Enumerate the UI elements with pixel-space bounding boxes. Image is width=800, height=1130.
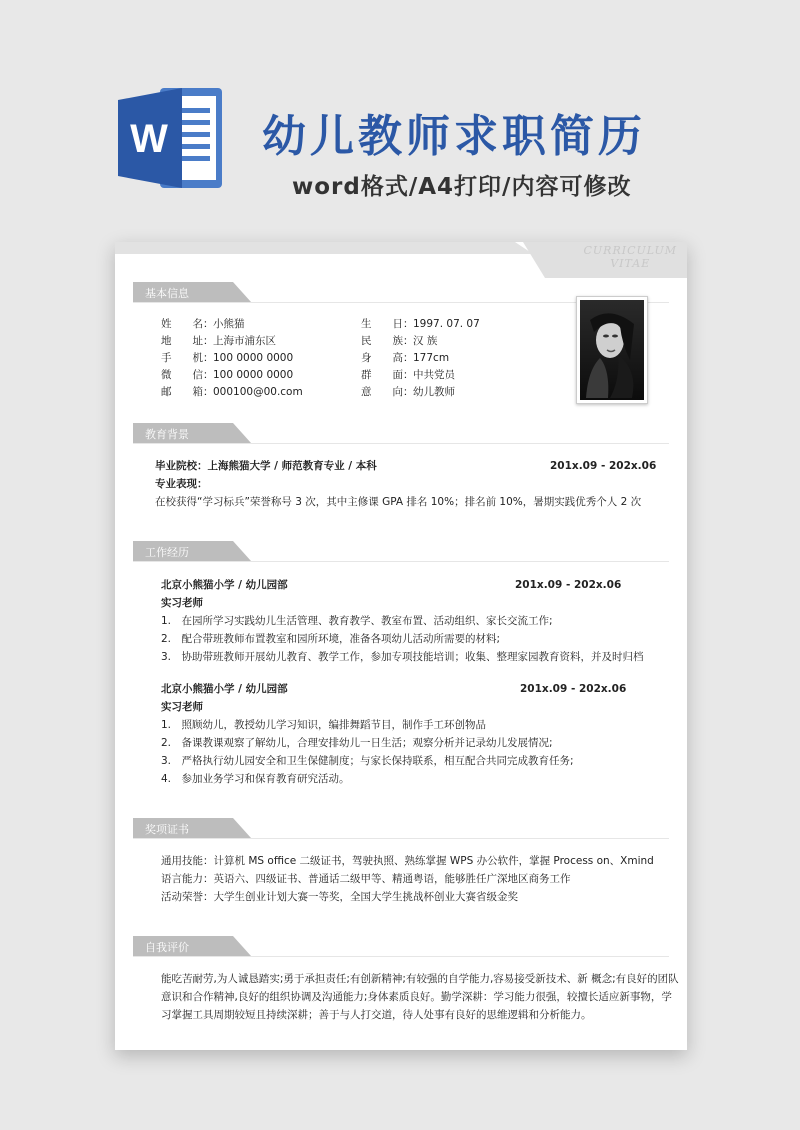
work-org: 北京小熊猫小学 / 幼儿园部 [161,683,288,695]
work-period: 201x.09 - 202x.06 [520,683,627,695]
award-line: 语言能力：英语六、四级证书、普通话二级甲等、精通粤语，能够胜任广深地区商务工作 [161,873,571,885]
info-phone: 手 机：100 0000 0000 [161,352,294,364]
self-eval-line: 能吃苦耐劳,为人诚恳踏实;勇于承担责任;有创新精神;有较强的自学能力,容易接受新技术、新 概念;有良好的团队 [161,973,679,985]
info-political: 群 面：中共党员 [361,369,455,381]
section-awards: 奖项证书 [133,818,253,838]
divider [133,443,669,444]
divider [133,561,669,562]
self-eval-line: 意识和合作精神,良好的组织协调及沟通能力;身体素质良好。勤学深耕：学习能力很强，较擅长适应新事物，学 [161,991,672,1003]
self-eval-line: 习掌握工具周期较短且持续深耕；善于与人打交道，待人处事有良好的思维逻辑和分析能力。 [161,1009,592,1021]
work-role: 实习老师 [161,597,203,609]
info-birthday: 生 日：1997. 07. 07 [361,318,480,330]
profile-photo [576,296,648,404]
work-period: 201x.09 - 202x.06 [515,579,622,591]
award-line: 通用技能：计算机 MS office 二级证书，驾驶执照、熟练掌握 WPS 办公软件，掌握 Process on、Xmind [161,855,654,867]
edu-school: 毕业院校：上海熊猫大学 / 师范教育专业 / 本科 [155,460,377,472]
info-height: 身 高：177cm [361,352,450,364]
award-line: 活动荣誉：大学生创业计划大赛一等奖，全国大学生挑战杯创业大赛省级金奖 [161,891,518,903]
section-basic: 基本信息 [133,282,253,302]
work-item: 3. 严格执行幼儿园安全和卫生保健制度；与家长保持联系，相互配合共同完成教育任务; [161,755,574,767]
info-name: 姓 名：小熊猫 [161,318,245,330]
divider [133,956,669,957]
work-item: 1. 在园所学习实践幼儿生活管理、教育教学、教室布置、活动组织、家长交流工作; [161,615,553,627]
work-item: 1. 照顾幼儿，教授幼儿学习知识，编排舞蹈节目，制作手工环创物品 [161,719,487,731]
section-self: 自我评价 [133,936,253,956]
section-education: 教育背景 [133,423,253,443]
work-role: 实习老师 [161,701,203,713]
section-work: 工作经历 [133,541,253,561]
resume-sheet [115,242,687,1050]
info-email: 邮 箱：000100@00.com [161,386,303,398]
work-item: 3. 协助带班教师开展幼儿教育、教学工作，参加专项技能培训；收集、整理家园教育资料，并及时归档 [161,651,644,663]
page-title: 幼儿教师求职简历 [262,111,646,162]
cv-watermark: CURRICULUM VITAE [583,244,677,270]
logo-letter: W [130,117,168,161]
info-intention: 意 向：幼儿教师 [361,386,455,398]
work-org: 北京小熊猫小学 / 幼儿园部 [161,579,288,591]
edu-period: 201x.09 - 202x.06 [550,460,657,472]
word-logo-icon [118,84,226,192]
info-ethnicity: 民 族：汉 族 [361,335,438,347]
info-wechat: 微 信：100 0000 0000 [161,369,294,381]
top-band [115,242,687,278]
edu-perf-text: 在校获得“学习标兵”荣誉称号 3 次，其中主修课 GPA 排名 10%；排名前 10%，暑期实践优秀个人 2 次 [155,496,642,508]
info-address: 地 址：上海市浦东区 [161,335,276,347]
work-item: 2. 备课教课观察了解幼儿，合理安排幼儿一日生活；观察分析并记录幼儿发展情况; [161,737,553,749]
work-item: 2. 配合带班教师布置教室和园所环境，准备各项幼儿活动所需要的材料; [161,633,501,645]
page-subtitle: word格式/A4打印/内容可修改 [292,174,632,200]
work-item: 4. 参加业务学习和保育教育研究活动。 [161,773,350,785]
edu-perf-label: 专业表现： [155,478,208,490]
divider [133,838,669,839]
